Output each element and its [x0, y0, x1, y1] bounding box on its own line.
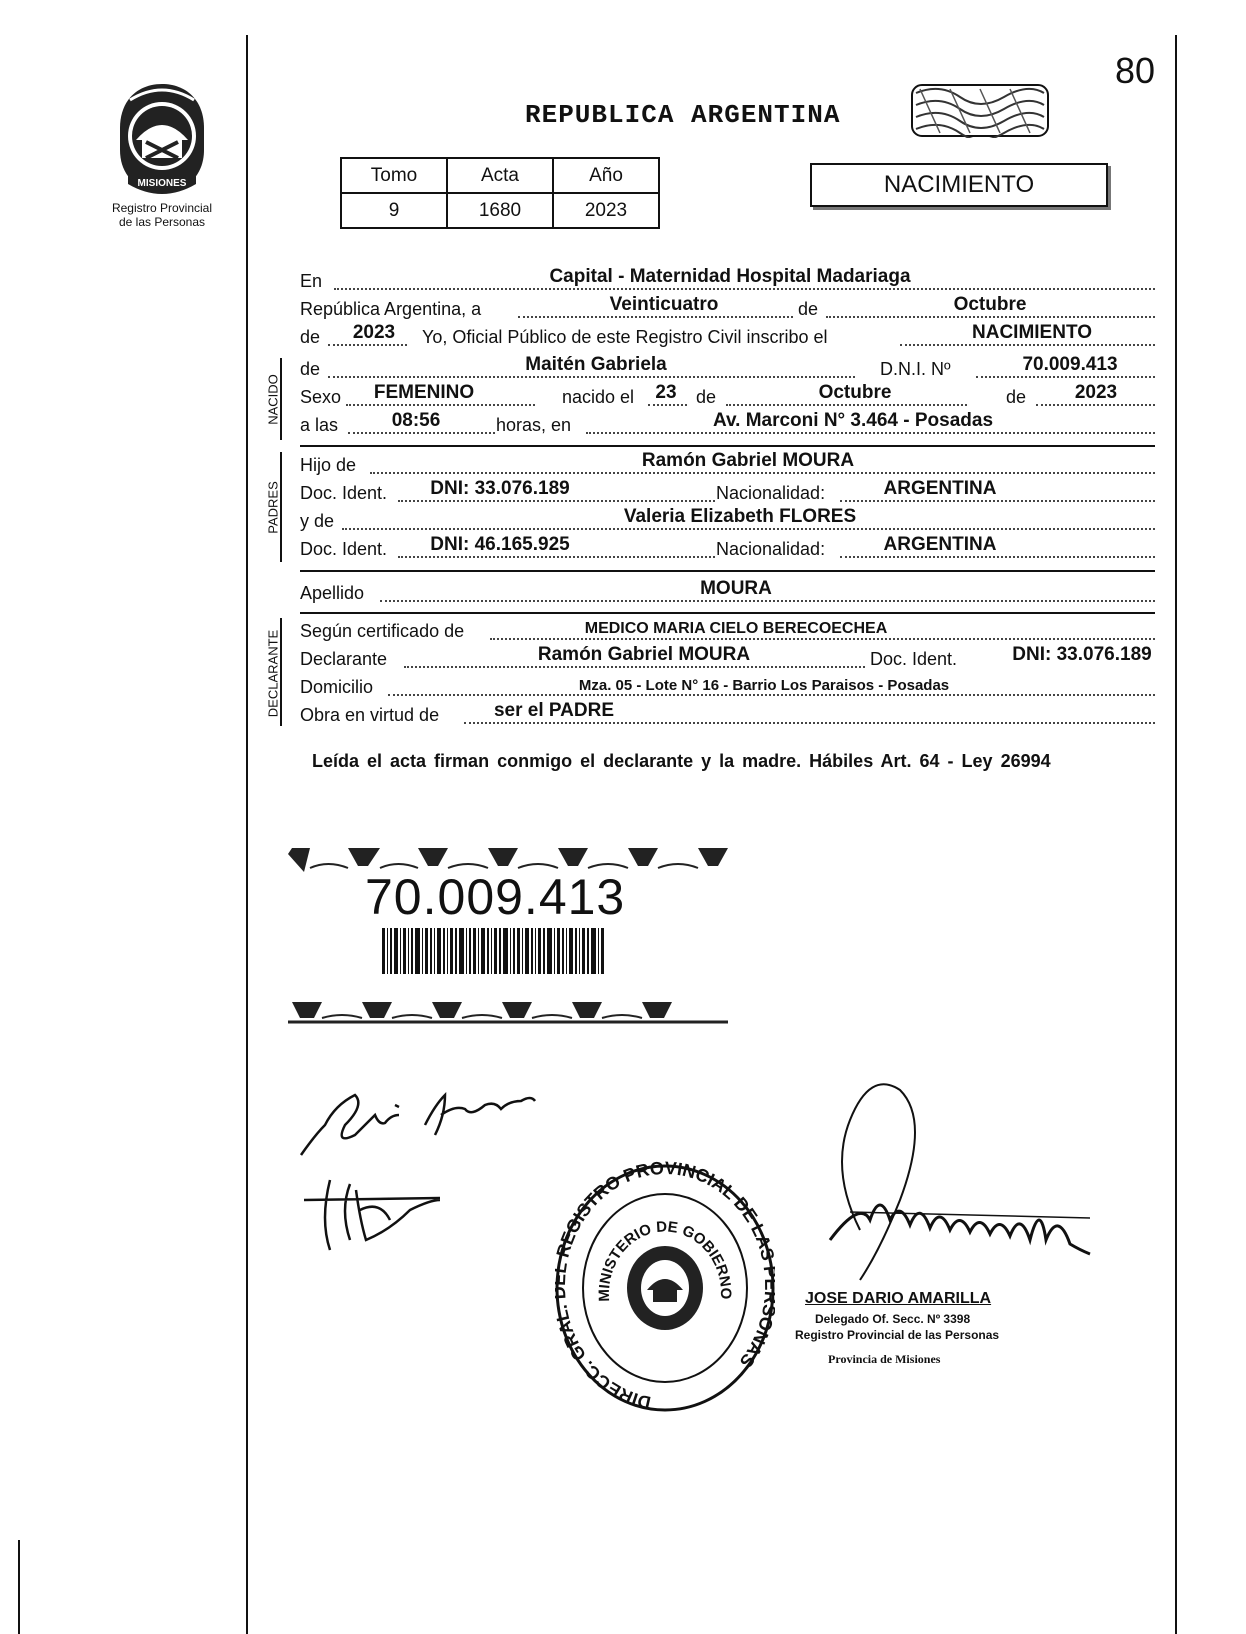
row-certificate [300, 618, 1155, 644]
tomo-header: Tomo [341, 158, 447, 193]
logo-text: MISIONES [137, 178, 187, 189]
declarante-label: Declarante [300, 649, 388, 669]
father-doc-label: Doc. Ident. [300, 483, 388, 503]
apellido-label: Apellido [300, 583, 365, 603]
official-registry: Registro Provincial de las Personas [795, 1328, 1000, 1342]
logo-caption-line2: de las Personas [118, 215, 206, 229]
page-number: 80 [1115, 50, 1156, 91]
padres-section-label: PADRES [265, 481, 281, 534]
row-obra [300, 702, 1155, 728]
row-time-place [300, 412, 1155, 438]
surname-value: MOURA [700, 578, 772, 599]
row-mother-doc [300, 536, 1155, 562]
republic-label: República Argentina, a [300, 299, 482, 319]
nacido-de-label: de [300, 359, 321, 379]
de-label-3: de [1006, 387, 1027, 407]
official-round-stamp [555, 1160, 775, 1420]
acta-header: Acta [447, 158, 553, 193]
tomo-value: 9 [341, 193, 447, 228]
margin-line-edge [18, 1540, 20, 1634]
row-date [300, 296, 1155, 322]
id-stamp-border-bottom [288, 998, 728, 1026]
a-las-label: a las [300, 415, 339, 435]
month-value: Octubre [953, 294, 1027, 315]
obra-label: Obra en virtud de [300, 705, 440, 725]
official-name: JOSE DARIO AMARILLA [805, 1290, 992, 1307]
mother-nat-value: ARGENTINA [883, 534, 997, 555]
father-nat-value: ARGENTINA [883, 478, 997, 499]
birth-year-value: 2023 [1074, 382, 1118, 403]
row-domicile [300, 674, 1155, 700]
security-badge [910, 83, 1050, 138]
mother-doc-label: Doc. Ident. [300, 539, 388, 559]
birth-day-value: 23 [655, 382, 677, 403]
barcode [382, 928, 604, 974]
official-position: Delegado Of. Secc. Nº 3398 [815, 1312, 971, 1326]
divider-3 [300, 612, 1155, 614]
id-stamp-dni: 70.009.413 [365, 869, 626, 925]
acta-value: 1680 [447, 193, 553, 228]
row-official [300, 324, 1155, 350]
row-place [300, 268, 1155, 294]
row-declarant [300, 646, 1155, 672]
declarant-doc-label: Doc. Ident. [870, 649, 958, 669]
sexo-value: FEMENINO [373, 382, 475, 403]
domicilio-label: Domicilio [300, 677, 374, 697]
ano-header: Año [553, 158, 659, 193]
official-text: Yo, Oficial Público de este Registro Civil inscribo el [422, 327, 828, 347]
birth-month-value: Octubre [818, 382, 892, 403]
record-type-box: NACIMIENTO [810, 163, 1108, 207]
row-surname [300, 580, 1155, 606]
father-doc-value: DNI: 33.076.189 [430, 478, 570, 499]
de-label: de [798, 299, 819, 319]
logo-caption [88, 201, 236, 229]
row-father [300, 452, 1155, 478]
child-dni-value: 70.009.413 [1022, 354, 1118, 375]
ano-value: 2023 [553, 193, 659, 228]
stamp-inner-text: MINISTERIO DE GOBIERNO [595, 1218, 735, 1302]
mother-name-value: Valeria Elizabeth FLORES [623, 506, 857, 527]
declarant-name-value: Ramón Gabriel MOURA [537, 644, 751, 665]
y-de-label: y de [300, 511, 335, 531]
row-name [300, 356, 1155, 382]
row-father-doc [300, 480, 1155, 506]
father-name-value: Ramón Gabriel MOURA [641, 450, 855, 471]
hijo-de-label: Hijo de [300, 455, 357, 475]
dni-label: D.N.I. Nº [880, 359, 951, 379]
cert-value: MEDICO MARIA CIELO BERECOECHEA [584, 620, 888, 637]
margin-line-left [246, 35, 248, 1634]
father-nat-label: Nacionalidad: [716, 483, 826, 503]
nacido-section-label: NACIDO [265, 374, 281, 425]
place-value: Capital - Maternidad Hospital Madariaga [549, 266, 911, 287]
country-title: REPUBLICA ARGENTINA [525, 100, 841, 130]
declarante-section-label: DECLARANTE [265, 629, 281, 718]
birth-address-value: Av. Marconi N° 3.464 - Posadas [712, 410, 994, 431]
logo-caption-line1: Registro Provincial [111, 201, 213, 215]
row-sex-date [300, 384, 1155, 410]
margin-line-right [1175, 35, 1177, 1634]
de-label-2: de [696, 387, 717, 407]
official-province: Provincia de Misiones [828, 1352, 941, 1366]
register-table [340, 157, 660, 229]
mother-nat-label: Nacionalidad: [716, 539, 826, 559]
en-label: En [300, 271, 323, 291]
province-logo [108, 80, 216, 198]
domicile-value: Mza. 05 - Lote N° 16 - Barrio Los Paraisos - Posadas [578, 677, 950, 694]
act-type-value: NACIMIENTO [972, 322, 1092, 343]
year-value: 2023 [352, 322, 396, 343]
sexo-label: Sexo [300, 387, 342, 407]
divider-1 [300, 445, 1155, 447]
declarant-signature [295, 1065, 555, 1165]
official-signature [790, 1050, 1100, 1310]
mother-doc-value: DNI: 46.165.925 [430, 534, 570, 555]
row-mother [300, 508, 1155, 534]
child-name-value: Maitén Gabriela [525, 354, 667, 375]
nacido-el-label: nacido el [562, 387, 635, 407]
declarant-doc-value: DNI: 33.076.189 [1012, 644, 1152, 665]
horas-label: horas, en [496, 415, 572, 435]
year-prefix-label: de [300, 327, 321, 347]
mother-signature [300, 1170, 450, 1260]
cert-label: Según certificado de [300, 621, 465, 641]
obra-value: ser el PADRE [493, 700, 615, 721]
closing-note: Leída el acta firman conmigo el declarante y la madre. Hábiles Art. 64 - Ley 26994 [312, 751, 1051, 771]
day-words-value: Veinticuatro [609, 294, 719, 315]
stamp-ring-text: DIRECC. GRA EGISTRO PROVINCIAL DE LA ONAS [555, 1160, 775, 1413]
divider-2 [300, 570, 1155, 572]
birth-time-value: 08:56 [391, 410, 441, 431]
